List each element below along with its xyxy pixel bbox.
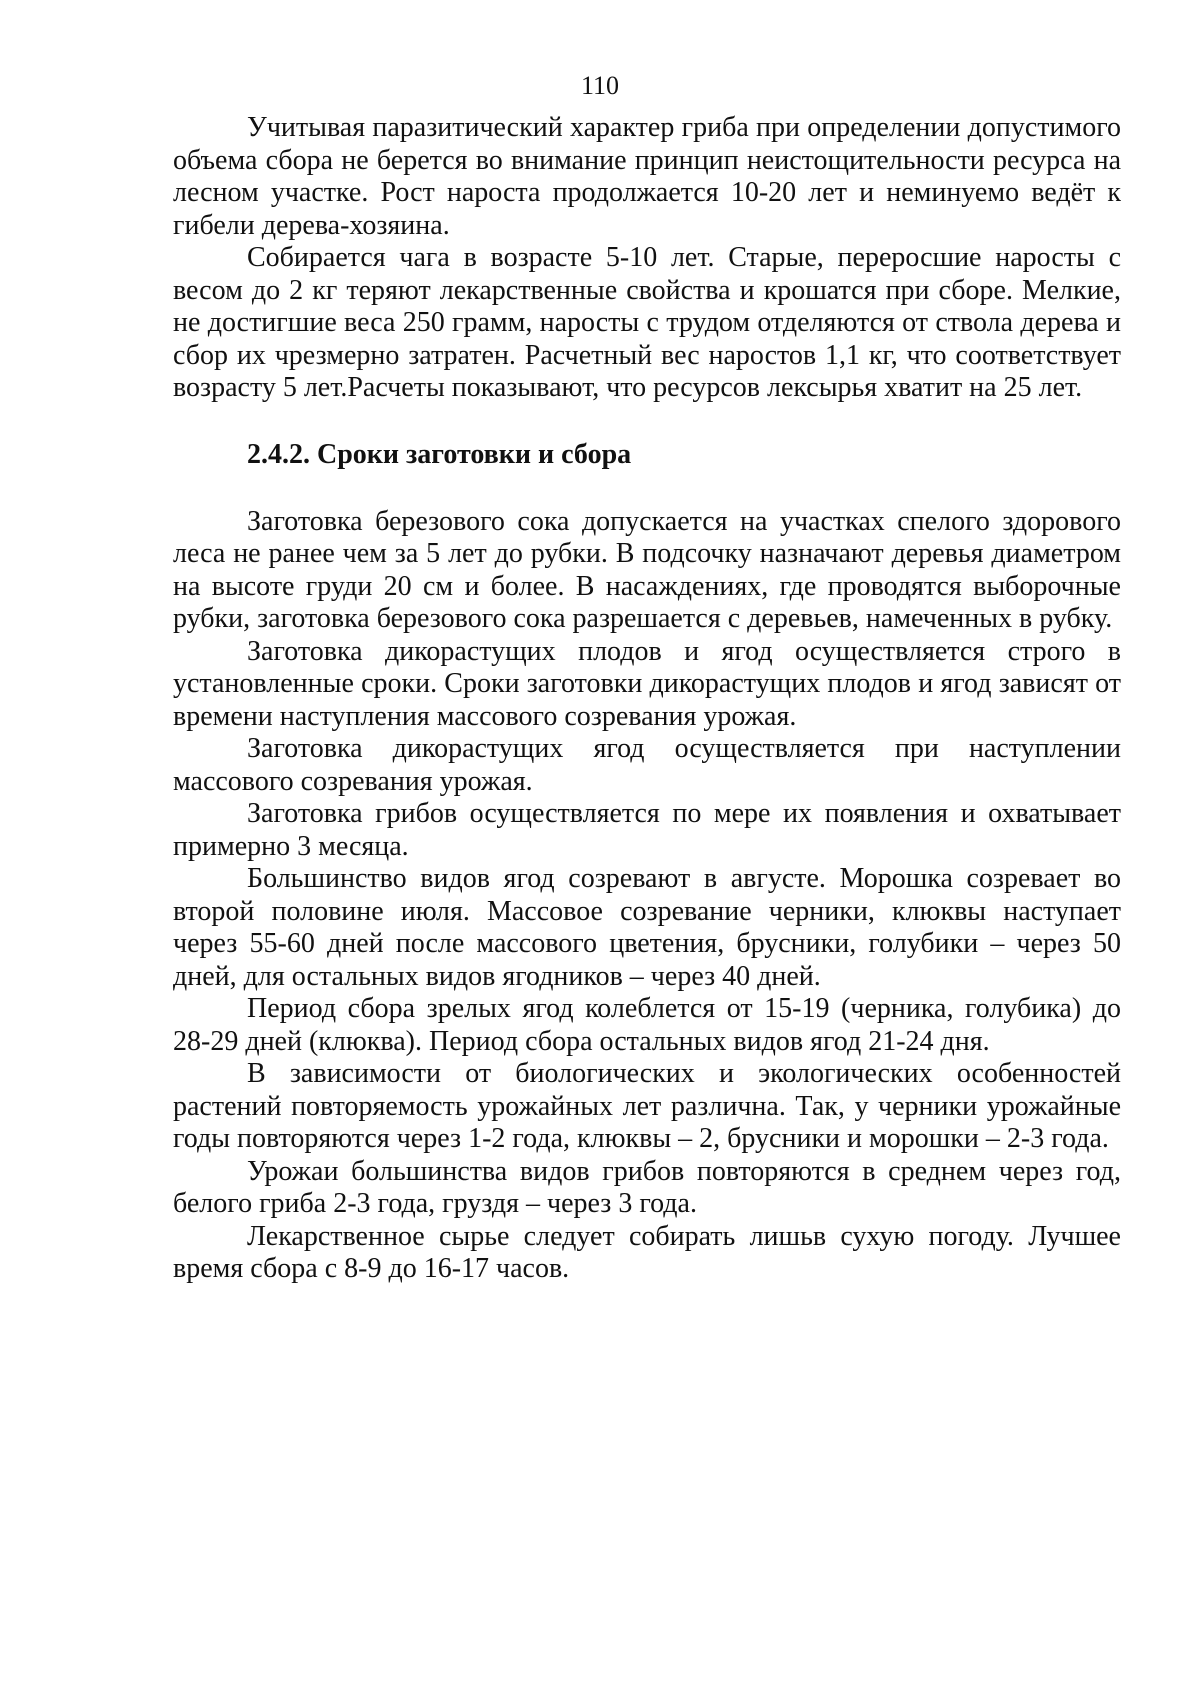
paragraph: Урожаи большинства видов грибов повторяются в среднем через год, белого гриба 2-3 года, груздя – через 3 года.: [173, 1155, 1121, 1219]
paragraph: Большинство видов ягод созревают в августе. Морошка созревает во второй половине июля. Массовое созревание черники, клюквы наступает через 55-60 дней после массового цветения, брусники, голубики – через 50 дней, для остальных видов ягодников – через 40 дней.: [173, 863, 1121, 992]
paragraph: Собирается чага в возрасте 5-10 лет. Старые, переросшие наросты с весом до 2 кг теряют лекарственные свойства и крошатся при сборе. Мелкие, не достигшие веса 250 грамм, наросты с трудом отделяются от ствола дерева и сбор их чрезмерно затратен. Расчетный вес наростов 1,1 кг, что соответствует возрасту 5 лет.Расчеты показывают, что ресурсов лексырья хватит на 25 лет.: [173, 242, 1121, 403]
paragraph: Заготовка дикорастущих ягод осуществляется при наступлении массового созревания урожая.: [173, 733, 1121, 797]
page-content: [173, 112, 1121, 1286]
paragraph: Заготовка грибов осуществляется по мере их появления и охватывает примерно 3 месяца.: [173, 798, 1121, 862]
page-number: 110: [580, 71, 620, 100]
paragraph: Заготовка дикорастущих плодов и ягод осуществляется строго в установленные сроки. Сроки заготовки дикорастущих плодов и ягод зависят от времени наступления массового созревания урожая.: [173, 635, 1121, 732]
paragraph: В зависимости от биологических и экологических особенностей растений повторяемость урожайных лет различна. Так, у черники урожайные годы повторяются через 1-2 года, клюквы – 2, брусники и морошки – 2-3 года.: [173, 1058, 1121, 1154]
paragraph: Период сбора зрелых ягод колеблется от 15-19 (черника, голубика) до 28-29 дней (клюква). Период сбора остальных видов ягод 21-24 дня.: [173, 993, 1121, 1057]
paragraph: Заготовка березового сока допускается на участках спелого здорового леса не ранее чем за 5 лет до рубки. В подсочку назначают деревья диаметром на высоте груди 20 см и более. В насаждениях, где проводятся выборочные рубки, заготовка березового сока разрешается с деревьев, намеченных в рубку.: [173, 505, 1121, 634]
paragraph: Лекарственное сырье следует собирать лишьв сухую погоду. Лучшее время сбора с 8-9 до 16-17 часов.: [173, 1220, 1121, 1284]
paragraph: Учитывая паразитический характер гриба при определении допустимого объема сбора не берется во внимание принцип неистощительности ресурса на лесном участке. Рост нароста продолжается 10-20 лет и неминуемо ведёт к гибели дерева-хозяина.: [173, 112, 1121, 241]
section-heading: 2.4.2. Сроки заготовки и сбора: [247, 438, 632, 470]
